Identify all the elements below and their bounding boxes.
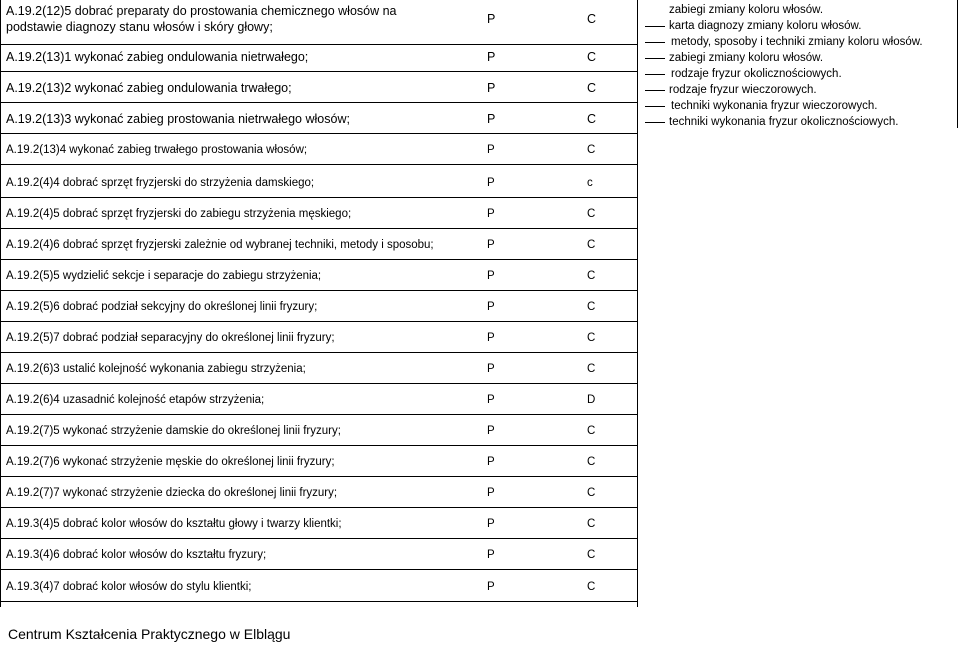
outcome-category: c <box>587 177 593 189</box>
outcome-text: A.19.2(5)7 dobrać podział separacyjny do określonej linii fryzury; <box>6 332 335 344</box>
outcome-level: P <box>487 425 495 437</box>
list-item <box>645 2 957 18</box>
outcome-text: A.19.2(4)4 dobrać sprzęt fryzjerski do strzyżenia damskiego; <box>6 177 315 189</box>
outcome-level: P <box>487 112 496 126</box>
list-item <box>645 34 957 50</box>
outcome-category: C <box>587 332 596 344</box>
outcome-level: P <box>487 177 495 189</box>
outcome-level: P <box>487 208 495 220</box>
outcome-text: A.19.2(6)4 uzasadnić kolejność etapów strzyżenia; <box>6 394 265 406</box>
outcome-level: P <box>487 301 495 313</box>
outcome-category: C <box>587 81 597 95</box>
table-row <box>0 326 637 353</box>
outcome-text: A.19.2(13)2 wykonać zabieg ondulowania trwałego; <box>6 81 292 95</box>
outcome-text: A.19.2(7)5 wykonać strzyżenie damskie do określonej linii fryzury; <box>6 425 341 437</box>
outcome-category: C <box>587 144 596 156</box>
outcome-text: A.19.2(6)3 ustalić kolejność wykonania zabiegu strzyżenia; <box>6 363 306 375</box>
table-row <box>0 233 637 260</box>
outcome-text: A.19.2(5)6 dobrać podział sekcyjny do określonej linii fryzury; <box>6 301 318 313</box>
outcome-level: P <box>487 332 495 344</box>
table-row <box>0 481 637 508</box>
outcome-level: P <box>487 549 495 561</box>
list-item <box>645 50 957 66</box>
table-row <box>0 107 637 134</box>
outcome-text: A.19.2(13)3 wykonać zabieg prostowania nietrwałego włosów; <box>6 112 350 126</box>
outcome-level: P <box>487 12 496 26</box>
outcome-text: A.19.2(4)6 dobrać sprzęt fryzjerski zależnie od wybranej techniki, metody i sposobu; <box>6 239 434 251</box>
material-text: zabiegi zmiany koloru włosów. <box>669 4 824 16</box>
outcome-level: P <box>487 363 495 375</box>
outcome-category: C <box>587 12 597 26</box>
dash-marker <box>645 122 665 123</box>
material-text: karta diagnozy zmiany koloru włosów. <box>669 20 862 32</box>
outcome-text: A.19.3(4)7 dobrać kolor włosów do stylu klientki; <box>6 581 252 593</box>
table-row <box>0 138 637 165</box>
table-row <box>0 450 637 477</box>
outcome-category: C <box>587 301 596 313</box>
outcome-category: C <box>587 456 596 468</box>
outcome-level: P <box>487 144 495 156</box>
outcome-level: P <box>487 394 495 406</box>
table-row <box>0 202 637 229</box>
table-row <box>0 357 637 384</box>
outcome-level: P <box>487 50 496 64</box>
outcome-text: A.19.2(13)4 wykonać zabieg trwałego prostowania włosów; <box>6 144 308 156</box>
outcome-text: A.19.2(12)5 dobrać preparaty do prostowania chemicznego włosów na podstawie diagnozy stanu włosów i skóry głowy; <box>6 4 397 34</box>
list-item <box>645 114 957 130</box>
outcome-category: C <box>587 270 596 282</box>
outcome-text: A.19.2(7)6 wykonać strzyżenie męskie do określonej linii fryzury; <box>6 456 335 468</box>
list-item <box>645 98 957 114</box>
list-item <box>645 66 957 82</box>
outcome-level: P <box>487 518 495 530</box>
list-item <box>645 18 957 34</box>
outcome-category: C <box>587 50 597 64</box>
material-text: zabiegi zmiany koloru włosów. <box>669 52 824 64</box>
outcome-text: A.19.2(13)1 wykonać zabieg ondulowania nietrwałego; <box>6 50 309 64</box>
outcome-category: D <box>587 394 596 406</box>
dash-marker <box>645 74 665 75</box>
outcome-level: P <box>487 270 495 282</box>
dash-marker <box>645 106 665 107</box>
table-row <box>0 388 637 415</box>
outcome-level: P <box>487 456 495 468</box>
materials-list <box>645 2 957 130</box>
outcome-level: P <box>487 239 495 251</box>
material-text: rodzaje fryzur okolicznościowych. <box>671 68 842 80</box>
materials-right-border <box>957 0 958 128</box>
table-row <box>0 543 637 570</box>
outcome-category: C <box>587 239 596 251</box>
table-divider <box>637 0 638 607</box>
outcome-category: C <box>587 425 596 437</box>
table-row <box>0 419 637 446</box>
material-text: techniki wykonania fryzur wieczorowych. <box>671 100 878 112</box>
table-row <box>0 171 637 198</box>
outcome-level: P <box>487 81 496 95</box>
outcome-category: C <box>587 549 596 561</box>
table-row <box>0 45 637 72</box>
dash-marker <box>645 58 665 59</box>
outcome-category: C <box>587 208 596 220</box>
table-row <box>0 575 637 602</box>
outcome-category: C <box>587 487 596 499</box>
dash-marker <box>645 26 665 27</box>
table-row <box>0 295 637 322</box>
dash-marker <box>645 42 665 43</box>
outcome-category: C <box>587 518 596 530</box>
outcome-category: C <box>587 112 597 126</box>
table-row <box>0 0 637 45</box>
footer-institution: Centrum Kształcenia Praktycznego w Elblągu <box>8 626 291 642</box>
outcome-text: A.19.2(4)5 dobrać sprzęt fryzjerski do zabiegu strzyżenia męskiego; <box>6 208 352 220</box>
outcome-text: A.19.3(4)5 dobrać kolor włosów do kształtu głowy i twarzy klientki; <box>6 518 342 530</box>
table-row <box>0 512 637 539</box>
dash-marker <box>645 90 665 91</box>
material-text: techniki wykonania fryzur okolicznościowych. <box>669 116 899 128</box>
outcome-text: A.19.3(4)6 dobrać kolor włosów do kształtu fryzury; <box>6 549 267 561</box>
list-item <box>645 82 957 98</box>
material-text: rodzaje fryzur wieczorowych. <box>669 84 817 96</box>
outcome-level: P <box>487 581 495 593</box>
outcome-text: A.19.2(5)5 wydzielić sekcje i separacje do zabiegu strzyżenia; <box>6 270 322 282</box>
outcome-level: P <box>487 487 495 499</box>
material-text: metody, sposoby i techniki zmiany koloru włosów. <box>671 36 923 48</box>
outcome-category: C <box>587 363 596 375</box>
table-row <box>0 264 637 291</box>
table-row <box>0 76 637 103</box>
outcome-category: C <box>587 581 596 593</box>
outcome-text: A.19.2(7)7 wykonać strzyżenie dziecka do określonej linii fryzury; <box>6 487 338 499</box>
